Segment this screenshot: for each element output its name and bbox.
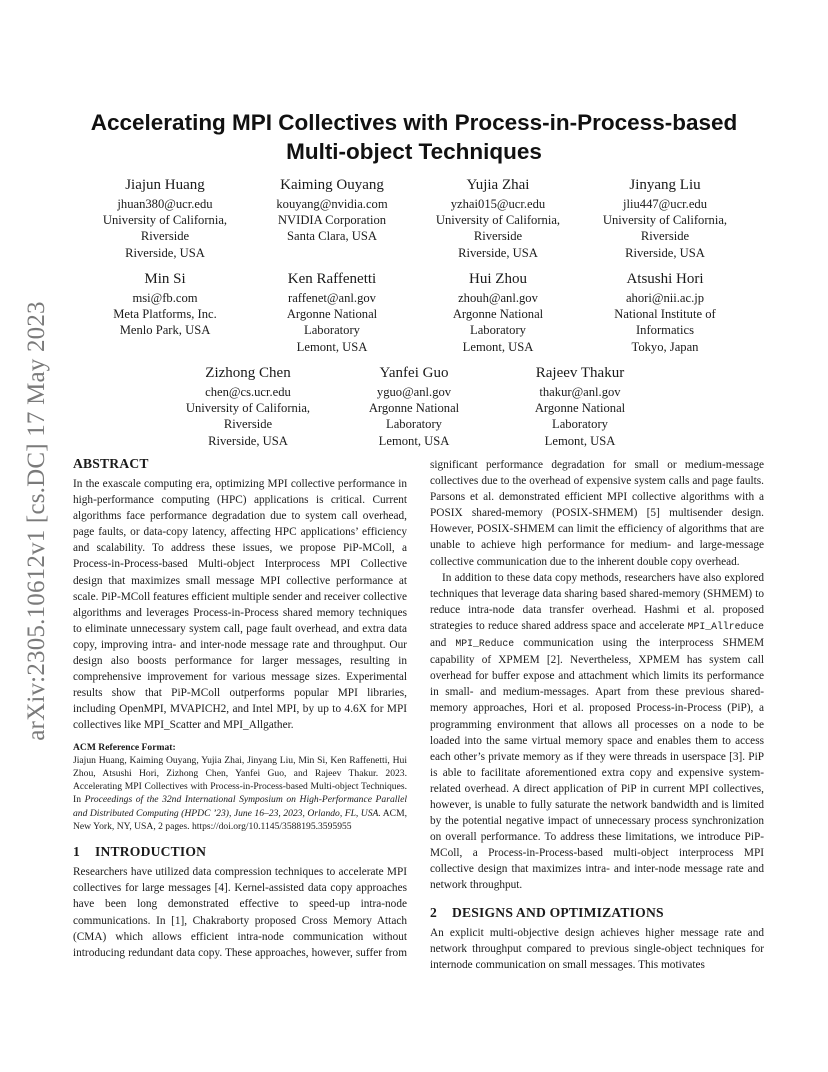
author-email: chen@cs.ucr.edu <box>205 385 291 399</box>
acm-reference-authors: Jiajun Huang, Kaiming Ouyang, Yujia Zhai, Jinyang Liu, Min Si, Ken Raffenetti, Hui Zhou, Atsushi Hori, Zizhong Chen, Yanfei Guo, and Rajeev Thakur. 2023. Accelerating MPI Collectives with Process-in-Process-based Multi-object Techniques. In <box>73 754 407 806</box>
author-name: Atsushi Hori <box>626 271 704 287</box>
paragraph-2-part-c: communication using the interprocess SHMEM capability of XPMEM [2]. Nevertheless, XPMEM has system call overhead for buffer expose and attachment which limits its performance in small- and medium-messages. Apart from these previous shared-memory approaches, Hori et al. proposed Process-in-Process (PiP), a programming environment that allows all processes on a node to be loaded into the same virtual memory space and enables them to access each other’s private memory as if they were threads in userspace [3]. PiP is able to facilitate aforementioned extra copy and expensive system-related overhead. A direct application of PiP in current MPI collectives, however, is unable to fully saturate the network bandwidth and is limited by the potential negative impact of unnecessary process synchronization on overall performance. To address these limitations, we introduce PiP-MColl, a Process-in-Process-based multi-object interprocess MPI collective design that maximizes intra- and inter-node message rate and network throughput. <box>430 637 764 892</box>
author-affiliation: Laboratory <box>304 323 360 338</box>
left-column <box>73 455 407 960</box>
author-email: thakur@anl.gov <box>539 385 621 399</box>
author-name: Zizhong Chen <box>205 365 291 381</box>
author-email: yzhai015@ucr.edu <box>450 197 546 211</box>
code-mpi-allreduce: MPI_Allreduce <box>687 620 764 632</box>
author-affiliation: Riverside <box>140 229 190 244</box>
author-affiliation: Riverside <box>640 229 690 244</box>
author-block <box>163 364 333 449</box>
author-affiliation: University of California, <box>185 401 311 416</box>
author-name: Jiajun Huang <box>125 177 205 193</box>
author-name: Yujia Zhai <box>466 177 530 193</box>
author-name: Yanfei Guo <box>379 365 449 381</box>
title-line-2: Multi-object Techniques <box>286 139 542 164</box>
author-affiliation: Laboratory <box>470 323 526 338</box>
acm-reference-heading: ACM Reference Format: <box>73 741 176 753</box>
author-block <box>495 364 665 449</box>
author-affiliation: Argonne National <box>534 401 626 416</box>
author-email: jhuan380@ucr.edu <box>117 197 213 211</box>
author-affiliation: Laboratory <box>386 417 442 432</box>
author-block <box>80 176 250 261</box>
abstract-text: In the exascale computing era, optimizing MPI collective performance in high-performance computing (HPC) applications is critical. Current algorithms face performance degradation due to system call overhead, page faults, or data-copy latency, affecting HPC applications’ efficiency and scalability. To address these issues, we propose PiP-MColl, a Process-in-Process-based Multi-object Interprocess MPI Collective design that maximizes small message MPI collective performance at scale. PiP-MColl features efficient multiple sender and receiver collective algorithms and leverages Process-in-Process shared memory techniques to eliminate unnecessary system call, page fault overhead, and extra data copy, improving intra- and inter-node message rate and throughput. Our design also boosts performance for larger messages, resulting in comprehensive improvement for various message sizes. Experimental results show that PiP-MColl outperforms popular MPI libraries, including OpenMPI, MVAPICH2, and Intel MPI, by up to 4.6X for MPI collectives like MPI_Scatter and MPI_Allgather. <box>73 478 407 732</box>
author-email: jliu447@ucr.edu <box>623 197 707 211</box>
author-location: Lemont, USA <box>296 339 368 354</box>
title-line-1: Accelerating MPI Collectives with Process-in-Process-based <box>90 110 738 135</box>
author-email: msi@fb.com <box>132 291 198 305</box>
designs-heading <box>430 904 764 922</box>
author-block <box>580 270 750 355</box>
arxiv-identifier <box>20 276 54 766</box>
author-location: Lemont, USA <box>544 433 616 448</box>
introduction-paragraph-2 <box>430 570 764 894</box>
author-affiliation: Informatics <box>635 323 695 338</box>
author-affiliation: Argonne National <box>368 401 460 416</box>
author-name: Hui Zhou <box>469 271 527 287</box>
author-affiliation: Argonne National <box>286 307 378 322</box>
paragraph-2-part-a: In addition to these data copy methods, researchers have also explored techniques that leverage data sharing based shared-memory (SHMEM) to reduce intra-node data transfer overhead. Hashmi et al. proposed strategies to reduce shared address space and accelerate <box>430 571 764 632</box>
acm-reference-venue: Proceedings of the 32nd International Symposium on High-Performance Parallel and Distributed Computing (HPDC ’23), June 16–23, 2023, Orlando, FL, USA. <box>73 794 407 819</box>
author-block <box>580 176 750 261</box>
section-title: DESIGNS AND OPTIMIZATIONS <box>452 904 664 920</box>
author-name: Ken Raffenetti <box>287 271 377 287</box>
author-location: Menlo Park, USA <box>119 323 211 338</box>
author-email: zhouh@anl.gov <box>458 291 538 305</box>
author-location: Tokyo, Japan <box>631 339 699 354</box>
author-email: kouyang@nvidia.com <box>276 197 388 211</box>
paper-title <box>74 108 754 166</box>
author-location: Riverside, USA <box>625 245 705 260</box>
introduction-paragraph-1-tail: significant performance degradation for small or medium-message collectives due to the overhead of expensive system calls and page faults. Parsons et al. demonstrated efficient MPI collective algorithms with a POSIX shared-memory (POSIX-SHMEM) [5] multisender design. However, POSIX-SHMEM can limit the efficiency of algorithms that are unable to achieve high performance for medium- and large-message collective communication due to the inherent double copy overhead. <box>430 458 764 568</box>
author-name: Jinyang Liu <box>629 177 701 193</box>
author-block <box>80 270 250 339</box>
author-affiliation: National Institute of <box>614 307 716 322</box>
author-block <box>247 176 417 245</box>
author-name: Rajeev Thakur <box>535 365 625 381</box>
author-name: Kaiming Ouyang <box>280 177 384 193</box>
author-affiliation: Meta Platforms, Inc. <box>113 307 217 322</box>
author-affiliation: Riverside <box>473 229 523 244</box>
author-affiliation: Laboratory <box>552 417 608 432</box>
author-location: Santa Clara, USA <box>287 229 377 244</box>
author-email: ahori@nii.ac.jp <box>625 291 705 305</box>
author-block <box>413 270 583 355</box>
author-affiliation: NVIDIA Corporation <box>277 213 387 228</box>
author-affiliation: University of California, <box>102 213 228 228</box>
author-name: Min Si <box>144 271 186 287</box>
author-location: Riverside, USA <box>125 245 205 260</box>
author-location: Lemont, USA <box>378 433 450 448</box>
arxiv-identifier-text: arXiv:2305.10612v1 [cs.DC] 17 May 2023 <box>23 301 50 741</box>
introduction-paragraph-1-continued <box>430 457 764 570</box>
section-number: 1 <box>73 844 80 860</box>
section-title: INTRODUCTION <box>95 844 207 860</box>
acm-reference-text <box>73 754 407 834</box>
author-affiliation: University of California, <box>602 213 728 228</box>
introduction-paragraph-1: Researchers have utilized data compression techniques to accelerate MPI collectives for large messages [4]. Kernel-assisted data copy approaches have been long demonstrated effective to speed-up intra-node communications. In [1], Chakraborty proposed Cross Memory Attach (CMA) which allows efficient intra-node communication without introducing redundant data copy. These approaches, however, suffer from <box>73 866 407 959</box>
author-affiliation: Riverside <box>223 417 273 432</box>
author-location: Lemont, USA <box>462 339 534 354</box>
right-column <box>430 457 764 973</box>
author-email: raffenet@anl.gov <box>288 291 376 305</box>
designs-paragraph-1: An explicit multi-objective design achieves higher message rate and network throughput compared to previous single-object techniques for internode communication on small messages. This motivates <box>430 926 764 971</box>
author-location: Riverside, USA <box>458 245 538 260</box>
acm-reference-doi: ACM, New York, NY, USA, 2 pages. https://doi.org/10.1145/3588195.3595955 <box>73 807 408 832</box>
code-mpi-reduce: MPI_Reduce <box>455 638 515 650</box>
introduction-heading <box>73 843 407 861</box>
author-affiliation: Argonne National <box>452 307 544 322</box>
author-email: yguo@anl.gov <box>376 385 452 399</box>
author-block <box>247 270 417 355</box>
author-affiliation: University of California, <box>435 213 561 228</box>
paragraph-2-part-b: and <box>430 637 456 650</box>
section-number: 2 <box>430 904 437 920</box>
author-location: Riverside, USA <box>208 433 288 448</box>
author-block <box>413 176 583 261</box>
author-block <box>329 364 499 449</box>
abstract-heading: ABSTRACT <box>73 456 149 471</box>
